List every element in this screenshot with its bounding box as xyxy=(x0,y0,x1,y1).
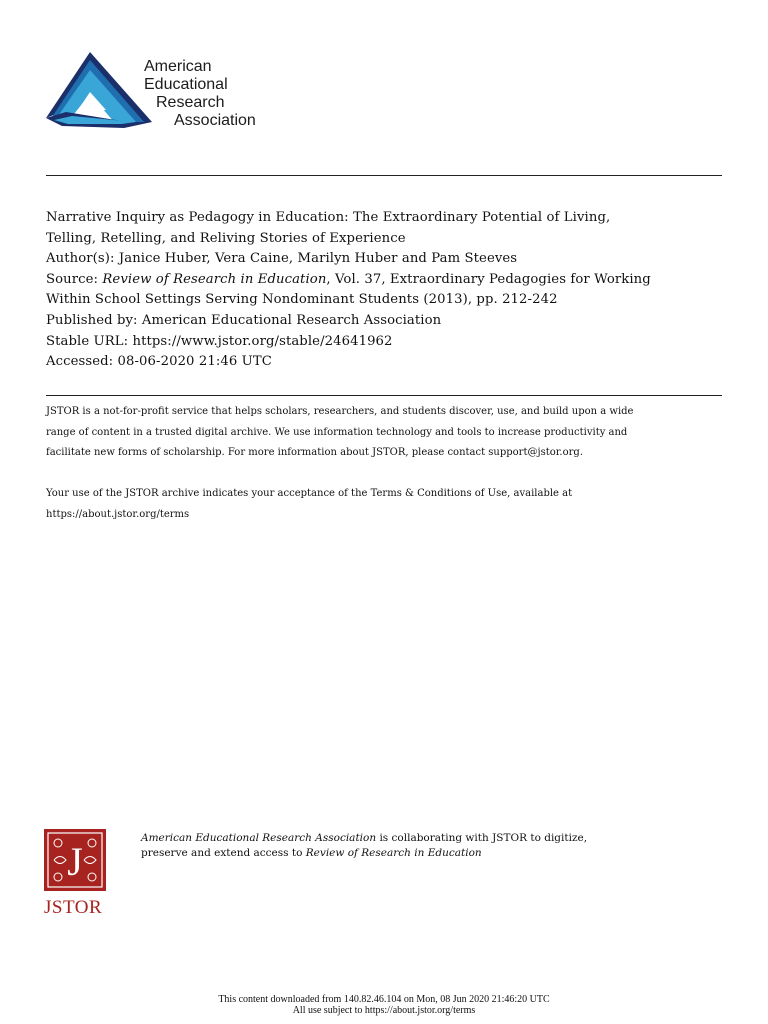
authors-value: Janice Huber, Vera Caine, Marilyn Huber and Pam Steeves xyxy=(118,251,518,267)
download-footer xyxy=(0,994,768,1016)
collab-org: American Educational Research Association xyxy=(141,832,377,844)
collab-text: is collaborating with JSTOR to digitize, xyxy=(376,832,588,844)
article-accessed: Accessed: 08-06-2020 21:46 UTC xyxy=(46,354,272,370)
notice-line: JSTOR is a not-for-profit service that helps scholars, researchers, and students discover, use, and build upon a wide xyxy=(46,406,634,417)
article-title-line: Telling, Retelling, and Reliving Stories of Experience xyxy=(46,230,406,246)
article-title-line: Narrative Inquiry as Pedagogy in Education: The Extraordinary Potential of Living, xyxy=(46,210,611,225)
aera-logo xyxy=(44,46,274,136)
source-label: Source: xyxy=(46,271,103,287)
collaboration-statement xyxy=(141,831,587,861)
svg-text:J: J xyxy=(67,839,83,884)
authors-label: Author(s): xyxy=(46,251,119,267)
jstor-emblem-icon xyxy=(44,829,106,891)
article-source-line2: Within School Settings Serving Nondominant Students (2013), pp. 212-242 xyxy=(46,292,558,308)
article-metadata xyxy=(46,208,726,373)
aera-triangle-icon xyxy=(44,46,154,136)
article-authors xyxy=(46,249,726,270)
logo-line: Research xyxy=(156,94,225,111)
notice-line: facilitate new forms of scholarship. For more information about JSTOR, please contact support@jstor.org. xyxy=(46,447,583,458)
terms-notice-paragraph xyxy=(46,484,572,525)
article-source xyxy=(46,270,726,291)
terms-link[interactable]: https://about.jstor.org/terms xyxy=(46,508,190,520)
divider-top xyxy=(46,175,722,176)
source-details: , Vol. 37, Extraordinary Pedagogies for Working xyxy=(326,271,651,287)
footer-terms-link[interactable]: All use subject to https://about.jstor.org/terms xyxy=(292,1005,476,1016)
article-publisher: Published by: American Educational Research Association xyxy=(46,312,442,328)
notice-line: range of content in a trusted digital archive. We use information technology and tools to increase productivity and xyxy=(46,426,628,438)
collab-journal: Review of Research in Education xyxy=(305,847,482,859)
logo-line: American xyxy=(144,58,212,75)
article-stable-url[interactable]: Stable URL: https://www.jstor.org/stable/24641962 xyxy=(46,333,393,349)
divider-middle xyxy=(46,395,722,396)
jstor-wordmark: JSTOR xyxy=(44,897,103,918)
footer-line: This content downloaded from 140.82.46.104 on Mon, 08 Jun 2020 21:46:20 UTC xyxy=(218,994,550,1005)
jstor-logo xyxy=(44,829,108,919)
collab-prefix: preserve and extend access to xyxy=(141,847,306,859)
logo-line: Association xyxy=(174,112,256,129)
notice-line: Your use of the JSTOR archive indicates your acceptance of the Terms & Conditions of Use, available at xyxy=(46,488,573,499)
jstor-notice-paragraph xyxy=(46,402,633,464)
logo-line: Educational xyxy=(144,76,228,93)
aera-logo-text xyxy=(144,58,256,130)
source-journal-link[interactable]: Review of Research in Education xyxy=(102,271,327,287)
